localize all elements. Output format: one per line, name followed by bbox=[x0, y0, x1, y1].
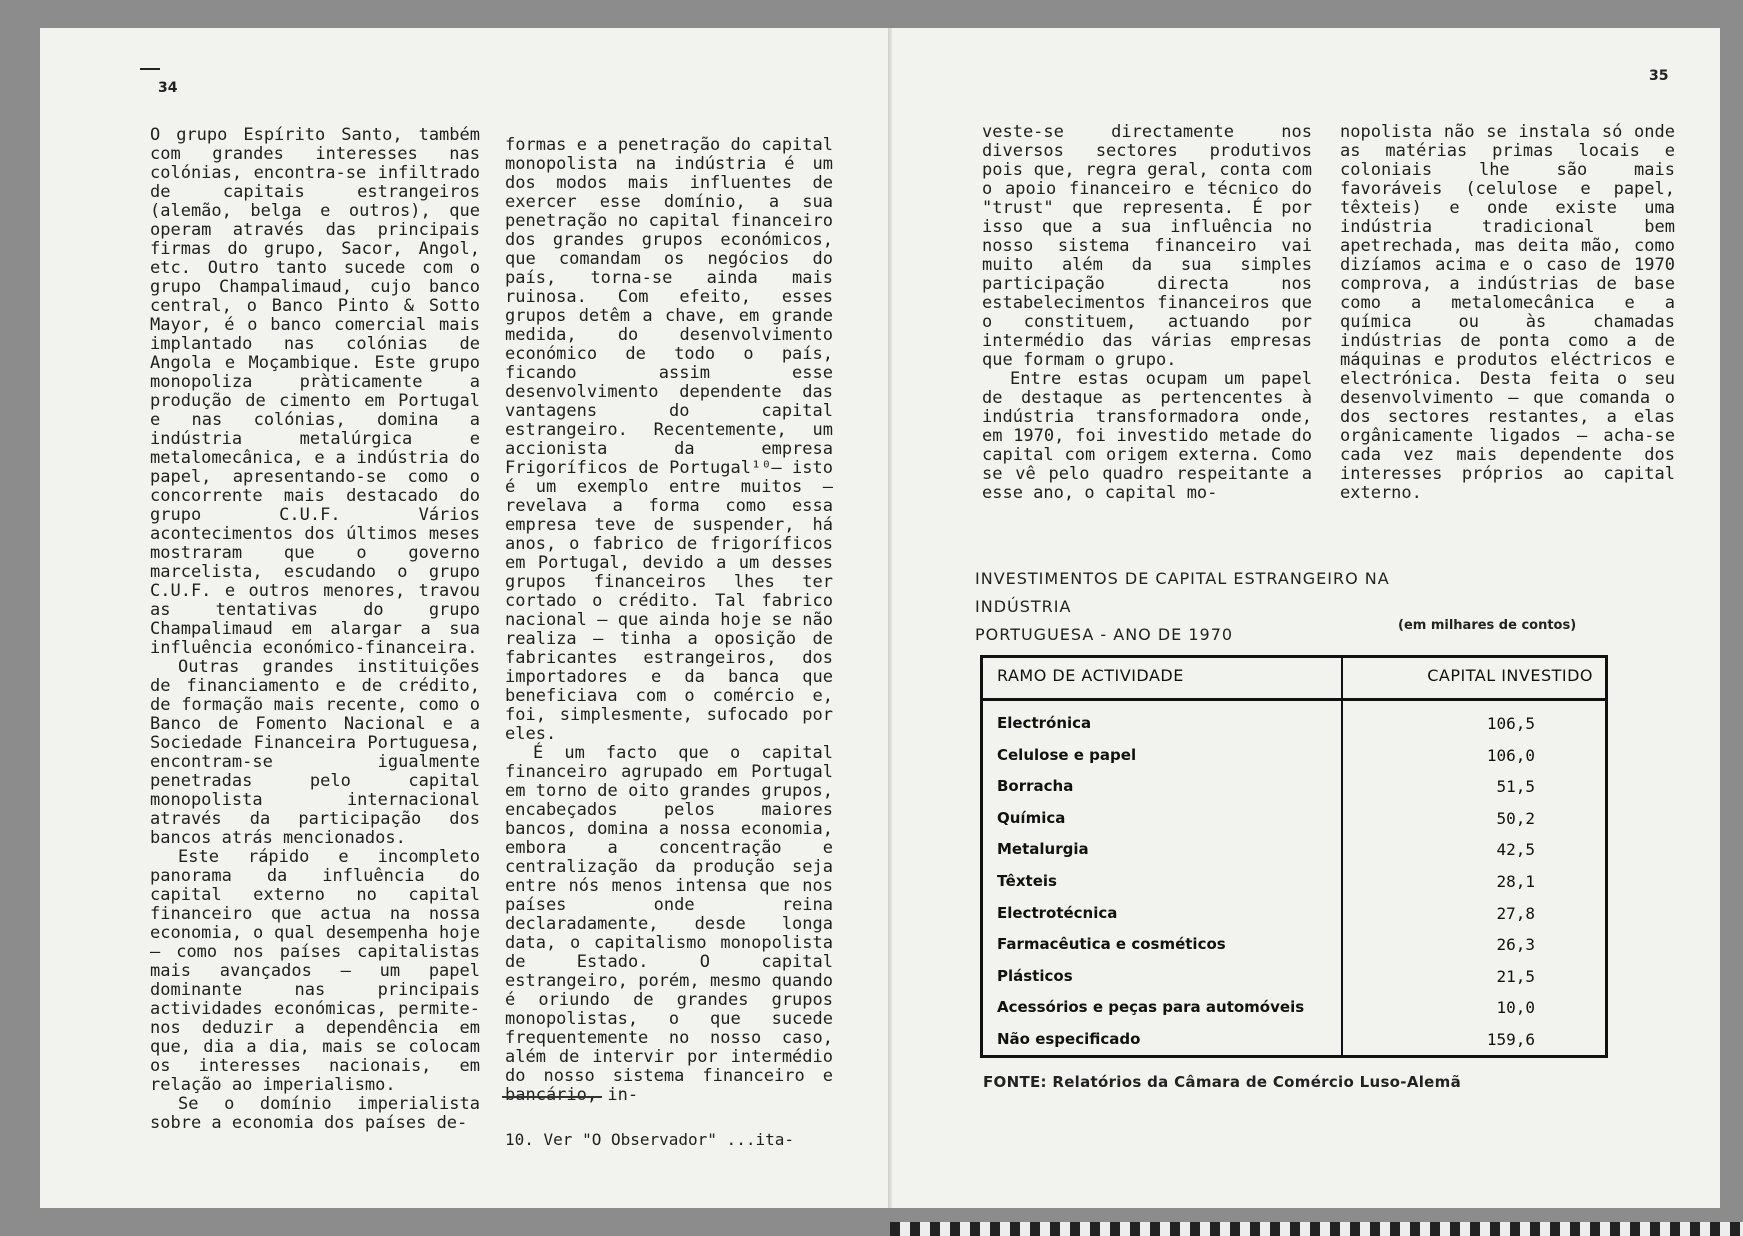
paragraph: O grupo Espírito Santo, também com grandes interesses nas colónias, encontra-se infiltrado de capitais estrangeiros (alemão, belga e outros), que operam através das principais firmas do grupo, Sacor, Angol, etc. Outro tanto sucede com o grupo Champalimaud, cujo banco central, o Banco Pinto & Sotto Mayor, é o banco comercial mais implantado nas colónias de Angola e Moçambique. Este grupo monopoliza pràticamente a produção de cimento em Portugal e nas colónias, domina a indústria metalúrgica e metalomecânica, e a indústria do papel, apresentando-se como o concorrente mais destacado do grupo C.U.F. Vários acontecimentos dos últimos meses mostraram que o governo marcelista, escudando o grupo C.U.F. e outros menores, travou as tentativas do grupo Champalimaud em alargar a sua influência económico-financeira. bbox=[150, 125, 480, 658]
capital-value: 42,5 bbox=[1496, 840, 1535, 860]
scale-ruler bbox=[890, 1222, 1743, 1236]
capital-value: 21,5 bbox=[1496, 966, 1535, 986]
table-row bbox=[983, 866, 1605, 898]
paragraph: É um facto que o capital financeiro agrupado em Portugal em torno de oito grandes grupos, encabeçados pelos maiores bancos, domina a nossa economia, embora a concentração e centralização da produção seja entre nós menos intensa que nos países onde reina declaradamente, desde longa data, o capitalismo monopolista de Estado. O capital estrangeiro, porém, mesmo quando é oriundo de grandes grupos monopolistas, o que sucede frequentemente no nosso caso, além de intervir por intermédio do nosso sistema financeiro e bancário, in- bbox=[505, 743, 833, 1105]
table-row bbox=[983, 929, 1605, 961]
activity-name: Plásticos bbox=[997, 966, 1073, 985]
right-column-2 bbox=[1340, 123, 1675, 503]
activity-name: Acessórios e peças para automóveis bbox=[997, 998, 1305, 1017]
header-activity: RAMO DE ACTIVIDADE bbox=[997, 666, 1184, 685]
capital-value: 10,0 bbox=[1496, 998, 1535, 1018]
paragraph: nopolista não se instala só onde as matérias primas locais e coloniais lhe são mais favoráveis (celulose e papel, têxteis) e onde existe uma indústria tradicional bem apetrechada, mas deita mão, como dizíamos acima e o caso de 1970 comprova, a indústrias de base como a metalomecânica e a química ou às chamadas indústrias de ponta como a de máquinas e produtos eléctricos e electrónica. Desta feita o seu desenvolvimento — que comanda o dos sectores restantes, a elas orgânicamente ligados — acha-se cada vez mais dependente dos interesses próprios ao capital externo. bbox=[1340, 122, 1675, 503]
capital-value: 28,1 bbox=[1496, 872, 1535, 891]
capital-value: 50,2 bbox=[1496, 808, 1535, 828]
activity-name: Celulose e papel bbox=[997, 745, 1137, 764]
table-row bbox=[983, 834, 1605, 866]
activity-name: Têxteis bbox=[997, 872, 1057, 890]
table-row bbox=[983, 803, 1605, 835]
header-rule bbox=[983, 698, 1605, 701]
activity-name: Metalurgia bbox=[997, 840, 1089, 859]
table-unit: (em milhares de contos) bbox=[1398, 618, 1577, 633]
footnote: 10. Ver "O Observador" ...ita- bbox=[505, 1130, 794, 1149]
table-row bbox=[983, 771, 1605, 803]
paragraph: Se o domínio imperialista sobre a economia dos países de- bbox=[150, 1094, 480, 1133]
capital-value: 51,5 bbox=[1496, 777, 1535, 797]
table-row bbox=[983, 898, 1605, 930]
page-number-right: 35 bbox=[1649, 68, 1669, 84]
table-title-line-2: PORTUGUESA - ANO DE 1970 bbox=[975, 625, 1234, 644]
capital-value: 27,8 bbox=[1496, 903, 1535, 923]
activity-name: Não especificado bbox=[997, 1030, 1141, 1048]
footnote-rule bbox=[502, 1096, 602, 1098]
paragraph: veste-se directamente nos diversos sectores produtivos pois que, regra geral, conta com o apoio financeiro e técnico do "trust" que representa. É por isso que a sua influência no nosso sistema financeiro vai muito além da sua simples participação directa nos estabelecimentos financeiros que o constituem, actuando por intermédio das várias empresas que formam o grupo. bbox=[982, 122, 1312, 370]
left-page bbox=[40, 28, 892, 1208]
paragraph: formas e a penetração do capital monopolista na indústria é um dos modos mais influentes de exercer esse domínio, a sua penetração no capital financeiro dos grandes grupos económicos, que comandam os negócios do país, torna-se ainda mais ruinosa. Com efeito, esses grupos detêm a chave, em grande medida, do desenvolvimento económico de todo o país, ficando assim esse desenvolvimento dependente das vantagens do capital estrangeiro. Recentemente, um accionista da empresa Frigoríficos de Portugal¹⁰— isto é um exemplo entre muitos — revelava a forma como essa empresa teve de suspender, há anos, o fabrico de frigoríficos em Portugal, devido a um desses grupos financeiros lhes ter cortado o crédito. Tal fabrico nacional — que ainda hoje se não realiza — tinha a oposição de fabricantes estrangeiros, dos importadores e da banca que beneficiava com o comércio e, foi, simplesmente, sufocado por eles. bbox=[505, 135, 833, 744]
right-column-1 bbox=[982, 123, 1312, 503]
paragraph: Outras grandes instituições de financiamento e de crédito, de formação mais recente, como o Banco de Fomento Nacional e a Sociedade Financeira Portuguesa, encontram-se igualmente penetradas pelo capital monopolista internacional através da participação dos bancos atrás mencionados. bbox=[150, 657, 480, 848]
table-title bbox=[975, 565, 1415, 649]
activity-name: Borracha bbox=[997, 777, 1074, 796]
paragraph: Entre estas ocupam um papel de destaque as pertencentes à indústria transformadora onde, em 1970, foi investido metade do capital com origem externa. Como se vê pelo quadro respeitante a esse ano, o capital mo- bbox=[982, 369, 1312, 503]
left-column-1 bbox=[150, 126, 480, 1133]
activity-name: Química bbox=[997, 808, 1066, 827]
page-number-left: 34 bbox=[158, 80, 178, 96]
capital-value: 159,6 bbox=[1486, 1030, 1535, 1049]
capital-value: 26,3 bbox=[1496, 935, 1535, 955]
capital-value: 106,0 bbox=[1486, 745, 1535, 765]
table-row bbox=[983, 740, 1605, 772]
capital-value: 106,5 bbox=[1486, 714, 1535, 733]
table-row bbox=[983, 992, 1605, 1024]
table-row bbox=[983, 961, 1605, 993]
left-column-2 bbox=[505, 136, 833, 1105]
paragraph: Este rápido e incompleto panorama da influência do capital externo no capital financeiro que actua na nossa economia, o qual desempenha hoje — como nos países capitalistas mais avançados — um papel dominante nas principais actividades económicas, permite-nos deduzir a dependência em que, dia a dia, mais se colocam os interesses nacionais, em relação ao imperialismo. bbox=[150, 847, 480, 1095]
edge-mark bbox=[140, 68, 160, 70]
investment-table bbox=[980, 655, 1608, 1058]
activity-name: Farmacêutica e cosméticos bbox=[997, 935, 1226, 954]
table-row bbox=[983, 1024, 1605, 1056]
activity-name: Electrónica bbox=[997, 714, 1092, 732]
table-row bbox=[983, 708, 1605, 740]
activity-name: Electrotécnica bbox=[997, 903, 1118, 922]
header-capital: CAPITAL INVESTIDO bbox=[1427, 666, 1593, 685]
table-title-line-1: INVESTIMENTOS DE CAPITAL ESTRANGEIRO NA INDÚSTRIA bbox=[975, 569, 1390, 616]
table-source: FONTE: Relatórios da Câmara de Comércio Luso-Alemã bbox=[983, 1073, 1461, 1091]
